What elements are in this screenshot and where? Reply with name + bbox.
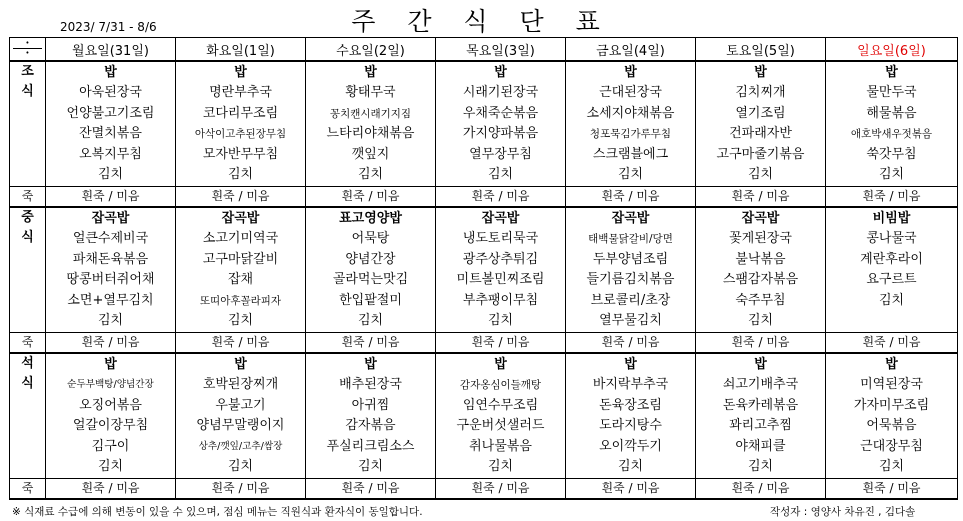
menu-item: 우채죽순볶음 <box>462 105 539 121</box>
jook-cell: 흰죽 / 미음 <box>566 479 696 500</box>
jook-cell: 흰죽 / 미음 <box>176 333 306 354</box>
menu-item: 오복지무침 <box>79 146 142 162</box>
menu-item: 잔멸치볶음 <box>79 126 142 142</box>
meal-label-char: 식 <box>21 376 34 391</box>
menu-item: 도라지탕수 <box>599 418 662 434</box>
meal-label-char: 중 <box>21 210 34 225</box>
jook-cell: 흰죽 / 미음 <box>436 187 566 208</box>
menu-item: 김치 <box>357 312 384 328</box>
menu-item: 들기름김치볶음 <box>586 272 675 288</box>
menu-item: 양념간장 <box>345 251 396 267</box>
rice-item: 밥 <box>364 357 377 372</box>
page-title: 주 간 식 단 표 <box>351 7 612 36</box>
menu-cell <box>566 207 696 333</box>
rice-item: 잡곡밥 <box>741 211 780 226</box>
rice-item: 잡곡밥 <box>91 211 130 226</box>
rice-item: 밥 <box>624 357 637 372</box>
menu-item: 김치 <box>357 166 384 182</box>
menu-item: 김치 <box>747 166 774 182</box>
jook-label: 죽 <box>10 187 46 208</box>
menu-item: 임연수무조림 <box>462 397 539 413</box>
menu-item: 김치 <box>878 166 905 182</box>
day-header: 토요일(5일) <box>696 38 826 62</box>
menu-item: 얼큰수제비국 <box>72 231 149 247</box>
menu-item: 소세지야채볶음 <box>586 105 675 121</box>
menu-item: 또띠아후꼴라피자 <box>199 294 282 307</box>
menu-item: 우불고기 <box>215 397 266 413</box>
menu-item: 요구르트 <box>866 272 917 288</box>
jook-cell: 흰죽 / 미음 <box>566 187 696 208</box>
day-header-sunday: 일요일(6일) <box>826 38 958 62</box>
menu-item: 김치 <box>227 458 254 474</box>
menu-item: 김치 <box>227 166 254 182</box>
menu-item: 오징어볶음 <box>79 397 142 413</box>
menu-cell <box>46 61 176 187</box>
menu-item: 미트볼민찌조림 <box>456 272 545 288</box>
rice-item: 밥 <box>885 65 898 80</box>
menu-item: 김치 <box>878 458 905 474</box>
rice-item: 밥 <box>234 65 247 80</box>
menu-item: 코다리무조림 <box>202 105 279 121</box>
menu-item: 가자미무조림 <box>853 397 930 413</box>
menu-cell <box>696 207 826 333</box>
meal-label-lunch <box>10 207 46 333</box>
jook-label: 죽 <box>10 479 46 500</box>
jook-cell: 흰죽 / 미음 <box>826 479 958 500</box>
rice-item: 밥 <box>494 65 507 80</box>
menu-cell <box>176 207 306 333</box>
menu-cell <box>566 353 696 479</box>
jook-cell: 흰죽 / 미음 <box>826 333 958 354</box>
jook-cell: 흰죽 / 미음 <box>46 479 176 500</box>
menu-item: 브로콜리/초장 <box>590 292 671 308</box>
menu-item: 모자반무무침 <box>202 146 279 162</box>
menu-item: 한입팥절미 <box>339 292 402 308</box>
menu-item: 건파래자반 <box>729 126 792 142</box>
menu-cell <box>306 61 436 187</box>
day-header-row <box>10 38 958 62</box>
lunch-row <box>10 207 958 333</box>
menu-item: 꽈리고추찜 <box>729 418 792 434</box>
menu-item: 숙주무침 <box>735 292 786 308</box>
rice-item: 밥 <box>494 357 507 372</box>
menu-cell <box>436 61 566 187</box>
jook-row <box>10 187 958 208</box>
rice-item: 표고영양밥 <box>339 211 402 226</box>
menu-item: 잡채 <box>227 272 254 288</box>
menu-item: 김치 <box>357 458 384 474</box>
menu-item: 해물볶음 <box>866 105 917 121</box>
menu-cell <box>826 353 958 479</box>
menu-item: 구운버섯샐러드 <box>456 418 545 434</box>
jook-cell: 흰죽 / 미음 <box>46 333 176 354</box>
menu-item: 열기조림 <box>735 105 786 121</box>
menu-item: 고구마줄기볶음 <box>716 146 805 162</box>
meal-label-char: 식 <box>21 230 34 245</box>
menu-item: 어묵볶음 <box>866 418 917 434</box>
menu-cell <box>176 353 306 479</box>
jook-cell: 흰죽 / 미음 <box>696 333 826 354</box>
rice-item: 밥 <box>104 357 117 372</box>
menu-item: 아삭이고추된장무침 <box>194 128 287 141</box>
day-header: 금요일(4일) <box>566 38 696 62</box>
menu-item: 소고기미역국 <box>202 231 279 247</box>
menu-item: 김치 <box>617 458 644 474</box>
menu-item: 아욱된장국 <box>79 85 142 101</box>
menu-item: 근대된장국 <box>599 85 662 101</box>
jook-row <box>10 333 958 354</box>
menu-item: 김치 <box>227 312 254 328</box>
menu-item: 김치 <box>487 166 514 182</box>
date-range: 2023/ 7/31 - 8/6 <box>60 20 157 34</box>
rice-item: 밥 <box>364 65 377 80</box>
menu-item: 계란후라이 <box>860 251 923 267</box>
menu-cell <box>696 353 826 479</box>
menu-item <box>826 311 957 331</box>
menu-item: 부추팽이무침 <box>462 292 539 308</box>
menu-item: 김치 <box>747 458 774 474</box>
jook-cell: 흰죽 / 미음 <box>696 479 826 500</box>
menu-item: 명란부추국 <box>209 85 272 101</box>
author-credit: 작성자 : 영양사 차유진 , 김다솔 <box>770 506 916 518</box>
menu-item: 김치 <box>487 458 514 474</box>
menu-item: 근대장무침 <box>860 438 923 454</box>
menu-cell <box>306 353 436 479</box>
jook-cell: 흰죽 / 미음 <box>436 479 566 500</box>
menu-item: 김치 <box>878 292 905 308</box>
menu-item: 느타리야채볶음 <box>326 126 415 142</box>
menu-item: 김치찌개 <box>735 85 786 101</box>
menu-item: 감자볶음 <box>345 418 396 434</box>
menu-item: 불낙볶음 <box>735 251 786 267</box>
menu-item: 김구이 <box>91 438 130 454</box>
menu-item: 순두부백탕/양념간장 <box>67 379 154 391</box>
menu-item: 아귀찜 <box>351 397 390 413</box>
menu-item: 꽃게된장국 <box>729 231 792 247</box>
menu-cell <box>176 61 306 187</box>
jook-cell: 흰죽 / 미음 <box>696 187 826 208</box>
menu-item: 어묵탕 <box>351 231 390 247</box>
menu-item: 콩나물국 <box>866 231 917 247</box>
meal-label-char: 석 <box>21 356 34 371</box>
menu-cell <box>826 207 958 333</box>
corner-cell: • • <box>10 38 46 62</box>
menu-item: 쑥갓무침 <box>866 146 917 162</box>
menu-cell <box>696 61 826 187</box>
menu-item: 야채피클 <box>735 438 786 454</box>
menu-item: 상추/깻잎/고추/쌈장 <box>198 440 283 452</box>
rice-item: 비빔밥 <box>872 211 911 226</box>
menu-item: 물만두국 <box>866 85 917 101</box>
menu-item: 김치 <box>747 312 774 328</box>
menu-item: 열무물김치 <box>599 312 662 328</box>
rice-item: 밥 <box>754 65 767 80</box>
menu-item: 오이깍두기 <box>599 438 662 454</box>
rice-item: 밥 <box>754 357 767 372</box>
jook-row <box>10 479 958 500</box>
rice-item: 잡곡밥 <box>481 211 520 226</box>
menu-item: 김치 <box>617 166 644 182</box>
menu-item: 감자옹심이들깨탕 <box>459 379 542 392</box>
jook-cell: 흰죽 / 미음 <box>566 333 696 354</box>
menu-item: 바지락부추국 <box>592 377 669 393</box>
menu-item: 두부양념조림 <box>592 251 669 267</box>
menu-item: 애호박새우젓볶음 <box>850 128 933 141</box>
menu-item: 가지양파볶음 <box>462 126 539 142</box>
menu-item: 꽁치캔시래기지짐 <box>329 107 412 120</box>
menu-cell <box>436 353 566 479</box>
footnote: ※ 식재료 수급에 의해 변동이 있을 수 있으며, 점심 메뉴는 직원식과 환자식이 동일합니다. <box>12 506 423 518</box>
menu-item: 고구마닭갈비 <box>202 251 279 267</box>
breakfast-row <box>10 61 958 187</box>
jook-cell: 흰죽 / 미음 <box>176 479 306 500</box>
rice-item: 밥 <box>234 357 247 372</box>
weekly-menu-table <box>9 37 958 500</box>
rice-item: 잡곡밥 <box>221 211 260 226</box>
menu-item: 돈육카레볶음 <box>722 397 799 413</box>
menu-item: 스팸감자볶음 <box>722 272 799 288</box>
dinner-row <box>10 353 958 479</box>
jook-cell: 흰죽 / 미음 <box>306 479 436 500</box>
menu-item: 언양불고기조림 <box>66 105 155 121</box>
menu-item: 시래기된장국 <box>462 85 539 101</box>
menu-cell <box>46 207 176 333</box>
menu-item: 배추된장국 <box>339 377 402 393</box>
menu-item: 광주상추튀김 <box>462 251 539 267</box>
menu-item: 골라먹는맛김 <box>332 272 409 288</box>
menu-item: 태백물닭갈비/당면 <box>588 233 673 246</box>
menu-item: 깻잎지 <box>351 146 390 162</box>
menu-cell <box>436 207 566 333</box>
menu-item: 취나물볶음 <box>469 438 532 454</box>
menu-cell <box>46 353 176 479</box>
menu-item: 양념무말랭이지 <box>196 418 285 434</box>
menu-item: 황태무국 <box>345 85 396 101</box>
menu-item: 김치 <box>97 458 124 474</box>
jook-cell: 흰죽 / 미음 <box>826 187 958 208</box>
jook-cell: 흰죽 / 미음 <box>436 333 566 354</box>
jook-cell: 흰죽 / 미음 <box>306 187 436 208</box>
meal-label-char: 식 <box>21 84 34 99</box>
menu-item: 김치 <box>487 312 514 328</box>
menu-item: 호박된장찌개 <box>202 377 279 393</box>
rice-item: 잡곡밥 <box>611 211 650 226</box>
jook-cell: 흰죽 / 미음 <box>46 187 176 208</box>
menu-item: 파채돈육볶음 <box>72 251 149 267</box>
meal-label-char: 조 <box>21 64 34 79</box>
menu-item: 김치 <box>97 312 124 328</box>
menu-item: 청포묵김가루무침 <box>589 128 672 141</box>
menu-item: 소면+열무김치 <box>67 292 154 308</box>
meal-label-breakfast <box>10 61 46 187</box>
jook-label: 죽 <box>10 333 46 354</box>
menu-item: 돈육장조림 <box>599 397 662 413</box>
day-header: 화요일(1일) <box>176 38 306 62</box>
day-header: 목요일(3일) <box>436 38 566 62</box>
menu-cell <box>306 207 436 333</box>
rice-item: 밥 <box>624 65 637 80</box>
rice-item: 밥 <box>104 65 117 80</box>
menu-item: 스크램블에그 <box>592 146 669 162</box>
menu-item: 푸실리크림소스 <box>326 438 415 454</box>
menu-item: 쇠고기배추국 <box>722 377 799 393</box>
rice-item: 밥 <box>885 357 898 372</box>
day-header: 월요일(31일) <box>46 38 176 62</box>
menu-cell <box>566 61 696 187</box>
jook-cell: 흰죽 / 미음 <box>306 333 436 354</box>
menu-cell <box>826 61 958 187</box>
menu-item: 열무장무침 <box>469 146 532 162</box>
jook-cell: 흰죽 / 미음 <box>176 187 306 208</box>
menu-item: 땅콩버터쥐어채 <box>66 272 155 288</box>
menu-item: 김치 <box>97 166 124 182</box>
day-header: 수요일(2일) <box>306 38 436 62</box>
menu-item: 냉도토리묵국 <box>462 231 539 247</box>
menu-item: 미역된장국 <box>860 377 923 393</box>
menu-item: 얼갈이장무침 <box>72 418 149 434</box>
meal-label-dinner <box>10 353 46 479</box>
